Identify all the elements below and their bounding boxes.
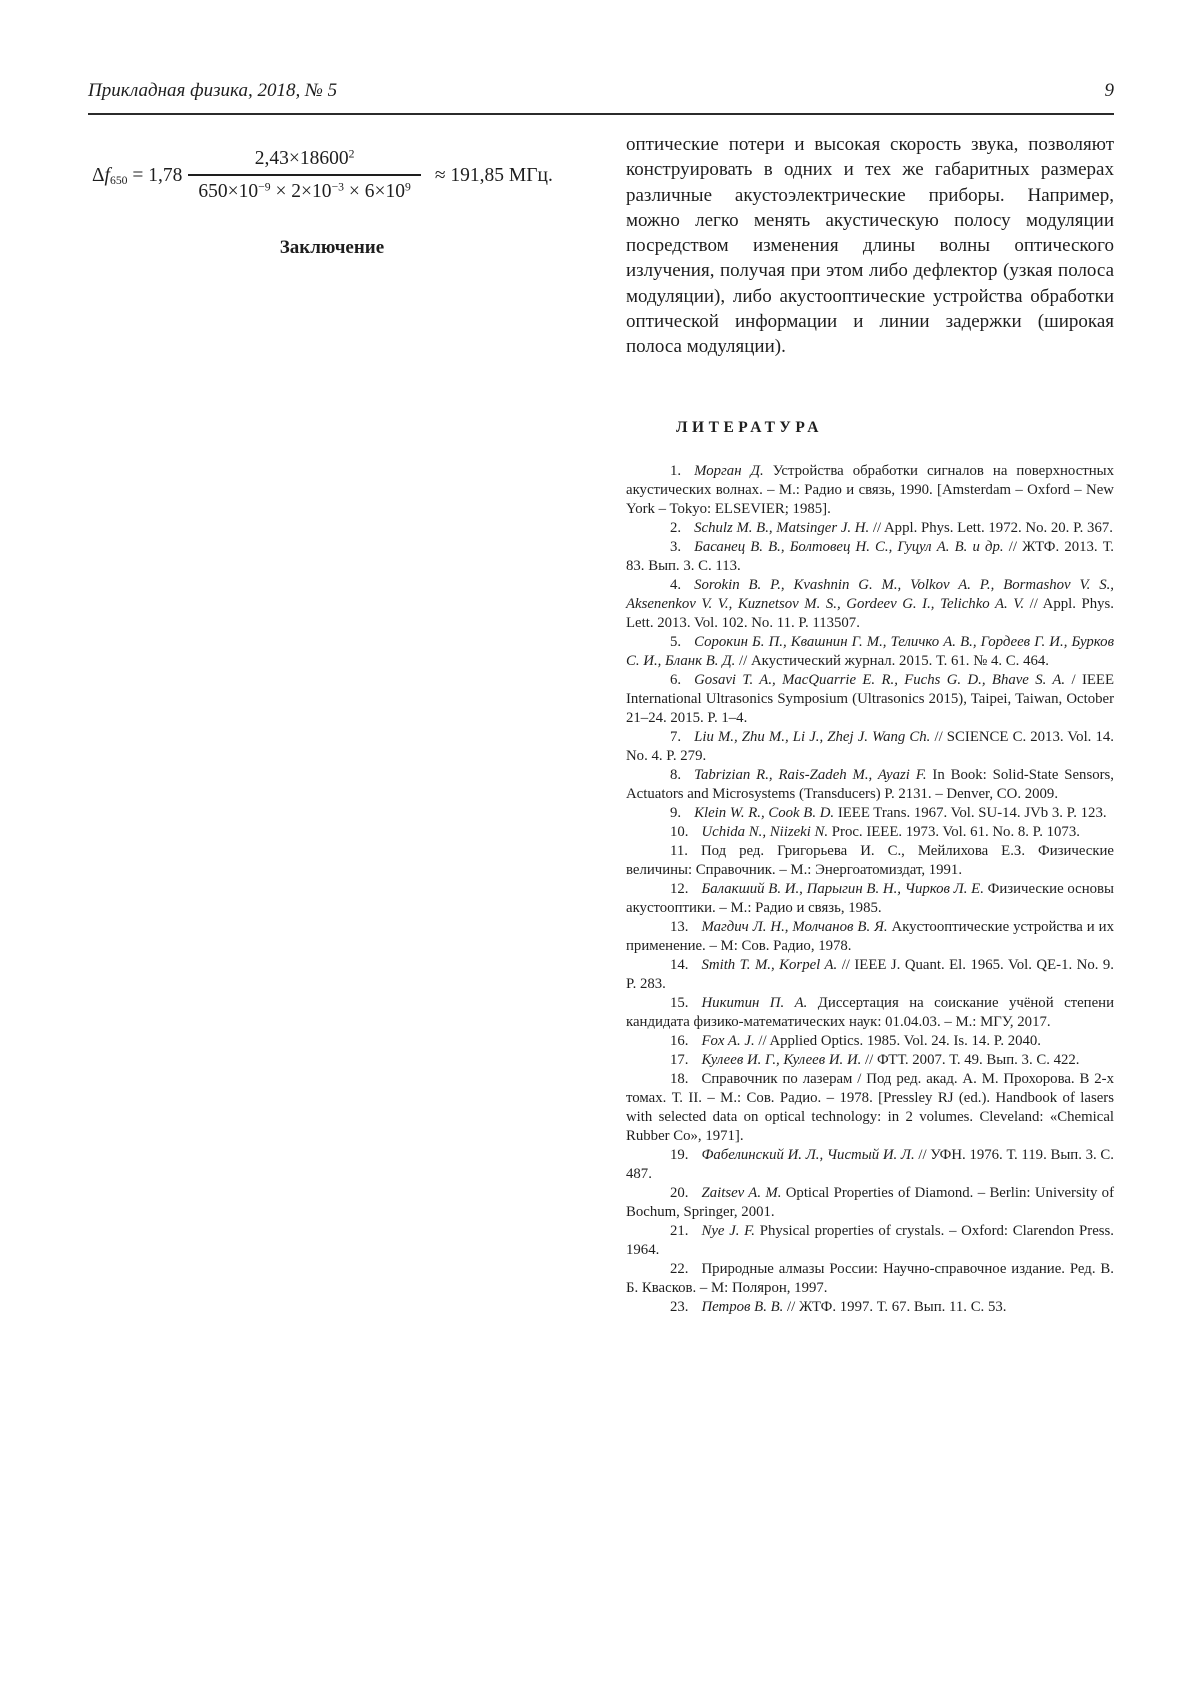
reference-text: Балакший В. И., Парыгин В. Н., Чирков Л. Е. Физические основы акустооптики. – М.: Радио и связь, 1985.	[626, 880, 1114, 916]
equation-numerator: $2,43\times 18600^2$	[254, 147, 355, 169]
reference-number: 22.	[670, 1260, 689, 1277]
paper-page	[88, 80, 1114, 1317]
reference-text: Zaitsev A. M. Optical Properties of Diamond. – Berlin: University of Bochum, Springer, 2001.	[626, 1184, 1114, 1220]
reference-text: Фабелинский И. Л., Чистый И. Л. // УФН. 1976. Т. 119. Вып. 3. С. 487.	[626, 1146, 1115, 1182]
reference-text: Klein W. R., Cook B. D. IEEE Trans. 1967. Vol. SU-14. JVb 3. P. 123.	[694, 804, 1107, 821]
reference-text: Морган Д. Устройства обработки сигналов на поверхностных акустических волнах. – М.: Радио и связь, 1990. [Amsterdam – Oxford – New York – Tokyo: ELSEVIER; 1985].	[626, 462, 1114, 517]
reference-item	[626, 823, 1114, 842]
reference-number: 21.	[670, 1222, 689, 1239]
reference-item	[626, 956, 1114, 994]
reference-number: 2.	[670, 519, 682, 536]
reference-number: 20.	[670, 1184, 689, 1201]
reference-list	[626, 462, 1114, 1317]
page-number: 9	[1104, 80, 1114, 101]
reference-item	[626, 576, 1114, 633]
reference-number: 14.	[670, 956, 689, 973]
journal-title: Прикладная физика, 2018, № 5	[88, 80, 338, 101]
equation-result: ≈ 191,85 МГц.	[434, 164, 553, 186]
reference-number: 6.	[670, 671, 682, 688]
reference-number: 9.	[670, 804, 682, 821]
reference-text: Под ред. Григорьева И. С., Мейлихова Е.З. Физические величины: Справочник. – М.: Энергоатомиздат, 1991.	[626, 842, 1114, 878]
reference-number: 7.	[670, 728, 682, 745]
reference-item	[626, 519, 1114, 538]
reference-text: Nye J. F. Physical properties of crystals. – Oxford: Clarendon Press. 1964.	[626, 1222, 1115, 1258]
reference-item	[626, 671, 1114, 728]
reference-text: Gosavi T. A., MacQuarrie E. R., Fuchs G. D., Bhave S. A. / IEEE International Ultrasonics Symposium (Ultrasonics 2015), Taipei, Taiwan, October 21–24. 2015. P. 1–4.	[626, 671, 1114, 726]
reference-text: Fox A. J. // Applied Optics. 1985. Vol. 24. Is. 14. P. 2040.	[701, 1032, 1042, 1049]
reference-item	[626, 842, 1114, 880]
reference-number: 1.	[670, 462, 682, 479]
reference-item	[626, 880, 1114, 918]
reference-item	[626, 1222, 1114, 1260]
reference-item	[626, 994, 1114, 1032]
reference-item	[626, 1298, 1114, 1317]
reference-item	[626, 462, 1114, 519]
reference-item	[626, 1070, 1114, 1146]
equation-bandwidth	[92, 147, 576, 203]
reference-text: Природные алмазы России: Научно-справочное издание. Ред. В. Б. Квасков. – М: Полярон, 1997.	[626, 1260, 1114, 1296]
reference-number: 13.	[670, 918, 689, 935]
reference-text: Магдич Л. Н., Молчанов В. Я. Акустооптические устройства и их применение. – М: Сов. Радио, 1978.	[626, 918, 1114, 954]
reference-item	[626, 1184, 1114, 1222]
reference-item	[626, 633, 1114, 671]
reference-item	[626, 1032, 1114, 1051]
reference-item	[626, 804, 1114, 823]
reference-item	[626, 728, 1114, 766]
continuation-paragraph: оптические потери и высокая скорость звука, позволяют конструировать в одних и тех же габаритных размерах различные акустоэлектрические приборы. Например, можно легко менять акустическую полосу модуляции посредством изменения длины волны оптического излучения, получая при этом либо дефлектор (узкая полоса модуляции), либо акустооптические устройства обработки оптической информации и линии задержки (широкая полоса модуляции).	[626, 134, 1114, 358]
reference-number: 3.	[670, 538, 682, 555]
reference-number: 18.	[670, 1070, 689, 1087]
reference-text: Справочник по лазерам / Под ред. акад. А. М. Прохорова. В 2-х томах. Т. II. – М.: Сов. Радио. – 1978. [Pressley RJ (ed.). Handbook of lasers with selected data on optical technology: in 2 volumes. Cleveland: «Chemical Rubber Co», 1971].	[626, 1070, 1114, 1144]
reference-number: 19.	[670, 1146, 689, 1163]
reference-item	[626, 1051, 1114, 1070]
reference-text: Басанец В. В., Болтовец Н. С., Гуцул А. В. и др. // ЖТФ. 2013. Т. 83. Вып. 3. С. 113.	[626, 538, 1114, 574]
reference-item	[626, 538, 1114, 576]
reference-text: Schulz M. B., Matsinger J. H. // Appl. Phys. Lett. 1972. No. 20. P. 367.	[694, 519, 1113, 536]
reference-number: 16.	[670, 1032, 689, 1049]
reference-number: 12.	[670, 880, 689, 897]
reference-text: Сорокин Б. П., Квашнин Г. М., Теличко А. В., Гордеев Г. И., Бурков С. И., Бланк В. Д. // Акустический журнал. 2015. Т. 61. № 4. С. 464.	[626, 633, 1114, 669]
reference-text: Tabrizian R., Rais-Zadeh M., Ayazi F. In Book: Solid-State Sensors, Actuators and Microsystems (Transducers) P. 2131. – Denver, CO. 2009.	[626, 766, 1114, 802]
reference-number: 15.	[670, 994, 689, 1011]
reference-text: Smith T. M., Korpel A. // IEEE J. Quant. El. 1965. Vol. QE-1. No. 9. P. 283.	[626, 956, 1114, 992]
reference-number: 5.	[670, 633, 682, 650]
right-column	[626, 132, 1114, 1317]
reference-item	[626, 1260, 1114, 1298]
reference-item	[626, 918, 1114, 956]
reference-number: 11.	[670, 842, 688, 859]
reference-number: 23.	[670, 1298, 689, 1315]
reference-text: Uchida N., Niizeki N. Proc. IEEE. 1973. Vol. 61. No. 8. P. 1073.	[701, 823, 1080, 840]
reference-text: Liu M., Zhu M., Li J., Zhej J. Wang Ch. // SCIENCE C. 2013. Vol. 14. No. 4. P. 279.	[626, 728, 1114, 764]
page-header	[88, 80, 1114, 115]
reference-text: Кулеев И. Г., Кулеев И. И. // ФТТ. 2007. Т. 49. Вып. 3. С. 422.	[701, 1051, 1080, 1068]
reference-number: 10.	[670, 823, 689, 840]
reference-number: 8.	[670, 766, 682, 783]
reference-text: Sorokin B. P., Kvashnin G. M., Volkov A. P., Bormashov V. S., Aksenenkov V. V., Kuznetsov M. S., Gordeev G. I., Telichko A. V. // Appl. Phys. Lett. 2013. Vol. 102. No. 11. P. 113507.	[626, 576, 1115, 631]
equation-fraction	[188, 147, 420, 203]
references-heading: ЛИТЕРАТУРА	[676, 418, 823, 436]
conclusion-heading: Заключение	[279, 237, 385, 258]
reference-item	[626, 1146, 1114, 1184]
reference-item	[626, 766, 1114, 804]
reference-number: 4.	[670, 576, 682, 593]
left-column	[88, 132, 576, 1317]
two-column-layout	[88, 132, 1114, 1317]
reference-text: Петров В. В. // ЖТФ. 1997. Т. 67. Вып. 11. С. 53.	[701, 1298, 1007, 1315]
reference-number: 17.	[670, 1051, 689, 1068]
reference-text: Никитин П. А. Диссертация на соискание учёной степени кандидата физико-математических наук: 01.04.03. – М.: МГУ, 2017.	[626, 994, 1114, 1030]
equation-lhs: $\Delta f_{650} = 1,78$	[92, 164, 183, 187]
equation-denominator: $650\times 10^{-9} \times 2\times 10^{-3} \times 6\times 10^9$	[188, 174, 420, 203]
